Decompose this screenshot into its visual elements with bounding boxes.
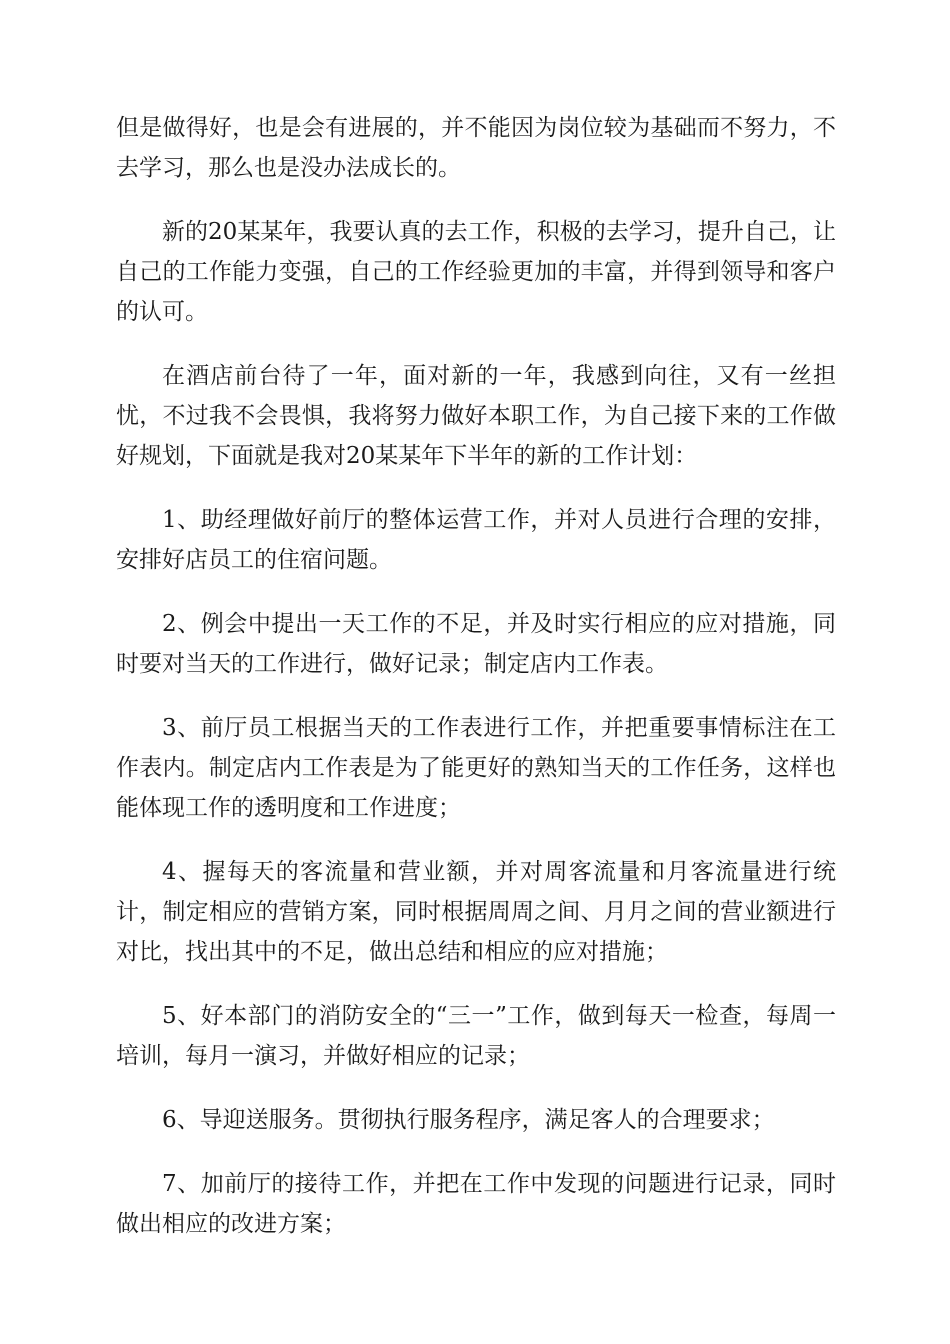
document-body	[116, 108, 836, 1268]
paragraph-plan-intro: 在酒店前台待了一年，面对新的一年，我感到向往，又有一丝担忧，不过我不会畏惧，我将努力做好本职工作，为自己接下来的工作做好规划，下面就是我对20某某年下半年的新的工作计划：	[116, 363, 836, 469]
plan-item-3: 3、前厅员工根据当天的工作表进行工作，并把重要事情标注在工作表内。制定店内工作表是为了能更好的熟知当天的工作任务，这样也能体现工作的透明度和工作进度；	[116, 715, 836, 821]
plan-item-4: 4、握每天的客流量和营业额，并对周客流量和月客流量进行统计，制定相应的营销方案，同时根据周周之间、月月之间的营业额进行对比，找出其中的不足，做出总结和相应的应对措施；	[116, 859, 836, 965]
plan-item-6: 6、导迎送服务。贯彻执行服务程序，满足客人的合理要求；	[162, 1107, 775, 1133]
paragraph-new-year-goal: 新的20某某年，我要认真的去工作，积极的去学习，提升自己，让自己的工作能力变强，自己的工作经验更加的丰富，并得到领导和客户的认可。	[116, 219, 836, 325]
paragraph-continuation: 但是做得好，也是会有进展的，并不能因为岗位较为基础而不努力，不去学习，那么也是没办法成长的。	[116, 115, 836, 181]
plan-item-5: 5、好本部门的消防安全的“三一”工作，做到每天一检查，每周一培训，每月一演习，并做好相应的记录；	[116, 1003, 836, 1069]
plan-item-2: 2、例会中提出一天工作的不足，并及时实行相应的应对措施，同时要对当天的工作进行，做好记录；制定店内工作表。	[116, 611, 836, 677]
plan-item-7: 7、加前厅的接待工作，并把在工作中发现的问题进行记录，同时做出相应的改进方案；	[116, 1171, 836, 1237]
plan-item-1: 1、助经理做好前厅的整体运营工作，并对人员进行合理的安排，安排好店员工的住宿问题。	[116, 507, 836, 573]
